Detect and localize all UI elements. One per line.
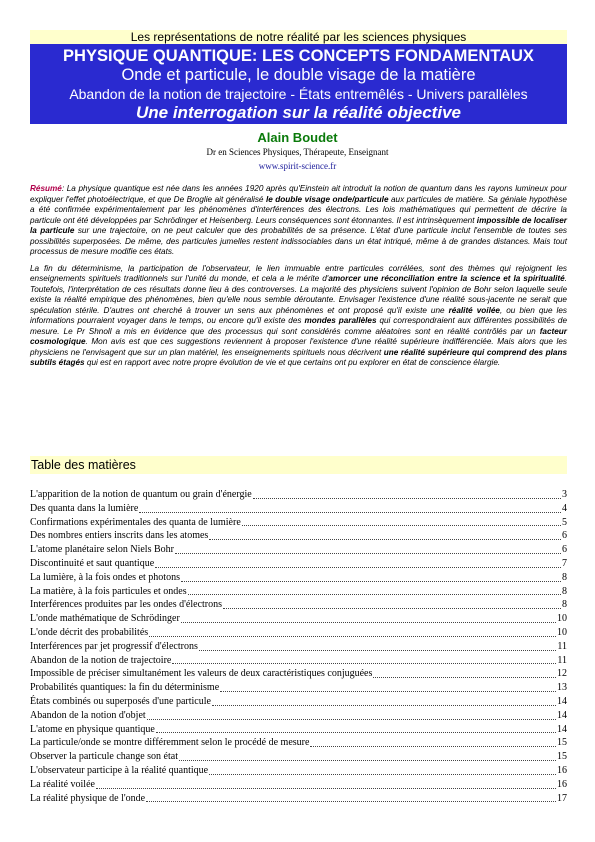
toc-entry-title[interactable]: La réalité voilée [30, 778, 95, 790]
toc-entry[interactable] [30, 640, 567, 654]
abstract-emphasis: mondes parallèles [304, 316, 377, 325]
author-credentials: Dr en Sciences Physiques, Thérapeute, Enseignant [206, 147, 389, 157]
toc-entry[interactable] [30, 598, 567, 612]
toc-leader-dots [188, 585, 561, 596]
toc-entry-page[interactable]: 8 [562, 585, 567, 597]
toc-entry-title[interactable]: L'onde décrit des probabilités [30, 626, 149, 638]
toc-entry-title[interactable]: Probabilités quantiques: la fin du déterminisme [30, 682, 220, 694]
toc-leader-dots [212, 695, 556, 706]
toc-leader-dots [181, 571, 561, 582]
toc-entry-page[interactable]: 11 [557, 640, 567, 652]
toc-leader-dots [155, 557, 561, 568]
toc-leader-dots [242, 516, 561, 527]
abstract-emphasis: impossible de localiser la particule [30, 215, 567, 235]
toc-entry-page[interactable]: 8 [562, 599, 567, 611]
toc-leader-dots [310, 736, 556, 747]
toc-entry-page[interactable]: 16 [557, 764, 567, 776]
toc-entry-title[interactable]: Abandon de la notion de trajectoire [30, 654, 172, 666]
abstract-text: qui correspondraient aux différentes possibilités de mesure. Le Pr Shnoll a mis en évidence que des processus qui sont considérés comme aléatoires sont en réalité contrôlés par un [30, 316, 567, 336]
toc-entry[interactable] [30, 488, 567, 502]
toc-leader-dots [209, 529, 561, 540]
toc-entry-title[interactable]: Impossible de préciser simultanément les valeurs de deux caractéristiques conjuguées [30, 668, 373, 680]
abstract-paragraph-2 [30, 264, 567, 369]
toc-entry-page[interactable]: 3 [562, 489, 567, 500]
toc-entry[interactable] [30, 681, 567, 695]
abstract-emphasis: une réalité supérieure qui comprend des plans subtils étagés [30, 347, 568, 367]
toc-entry[interactable] [30, 736, 567, 750]
toc-entry[interactable] [30, 654, 567, 668]
toc-entry-page[interactable]: 12 [557, 668, 567, 680]
toc-entry[interactable] [30, 626, 567, 640]
toc-entry[interactable] [30, 557, 567, 571]
toc-leader-dots [253, 488, 561, 499]
toc-entry[interactable] [30, 750, 567, 764]
toc-entry-page[interactable]: 10 [557, 613, 567, 625]
toc-entry[interactable] [30, 667, 567, 681]
toc-entry-title[interactable]: L'atome en physique quantique [30, 723, 155, 735]
toc-entry-title[interactable]: Confirmations expérimentales des quanta de lumière [30, 516, 241, 528]
toc-entry-page[interactable]: 8 [562, 571, 567, 583]
toc-entry[interactable] [30, 516, 567, 530]
subtitle-3: Une interrogation sur la réalité objective [136, 103, 461, 122]
toc-entry[interactable] [30, 709, 567, 723]
author-name: Alain Boudet [257, 130, 338, 145]
abstract [30, 184, 567, 375]
toc-leader-dots [175, 543, 561, 554]
abstract-emphasis: le double visage onde/particule [265, 194, 389, 204]
abstract-emphasis: réalité voilée [448, 305, 500, 315]
toc-leader-dots [146, 792, 556, 803]
toc-entry-title[interactable]: Abandon de la notion d'objet [30, 709, 146, 721]
toc-leader-dots [139, 502, 561, 513]
subtitle-2: Abandon de la notion de trajectoire - États entremêlés - Univers parallèles [69, 86, 528, 102]
series-banner: Les représentations de notre réalité par les sciences physiques [30, 30, 567, 44]
toc-leader-dots [147, 709, 556, 720]
toc-entry-title[interactable]: Discontinuité et saut quantique [30, 557, 155, 569]
table-of-contents [30, 488, 567, 805]
toc-heading: Table des matières [30, 456, 567, 474]
toc-entry-title[interactable]: Des quanta dans la lumière [30, 502, 139, 514]
subtitle-1: Onde et particule, le double visage de la matière [121, 66, 476, 84]
toc-leader-dots [220, 681, 556, 692]
toc-entry-title[interactable]: Interférences produites par les ondes d'électrons [30, 599, 223, 611]
toc-entry[interactable] [30, 585, 567, 599]
toc-entry-page[interactable]: 4 [562, 502, 567, 514]
toc-entry-page[interactable]: 16 [557, 778, 567, 790]
abstract-label: Résumé [30, 184, 62, 193]
website-link[interactable]: www.spirit-science.fr [258, 161, 337, 171]
toc-leader-dots [199, 640, 557, 651]
toc-entry-page[interactable]: 7 [562, 557, 567, 569]
toc-entry[interactable] [30, 543, 567, 557]
toc-entry[interactable] [30, 529, 567, 543]
toc-entry-title[interactable]: Interférences par jet progressif d'électrons [30, 640, 198, 652]
abstract-emphasis: facteur cosmologique [30, 326, 567, 346]
toc-entry-title[interactable]: Des nombres entiers inscrits dans les atomes [30, 530, 209, 542]
toc-entry[interactable] [30, 792, 567, 806]
toc-entry-title[interactable]: États combinés ou superposés d'une particule [30, 695, 211, 707]
toc-entry-page[interactable]: 14 [557, 723, 567, 735]
toc-entry[interactable] [30, 764, 567, 778]
toc-entry-page[interactable]: 6 [562, 530, 567, 542]
abstract-text: aux particules de matière. Sa géniale hypothèse a été confirmée expérimentalement par les phénomènes d'interférences des électrons. Les lois mathématiques qui permettent de décrire la particule ont été développées par Schrödinger et Heisenberg. Leurs conséquences sont étonnantes. Il est intrinsèquement [30, 194, 567, 225]
toc-entry[interactable] [30, 778, 567, 792]
toc-entry-page[interactable]: 17 [557, 792, 567, 804]
toc-entry-page[interactable]: 14 [557, 695, 567, 707]
toc-leader-dots [172, 654, 556, 665]
toc-entry-title[interactable]: L'observateur participe à la réalité quantique [30, 764, 209, 776]
toc-entry-page[interactable]: 10 [557, 626, 567, 638]
toc-entry-page[interactable]: 15 [557, 751, 567, 763]
toc-entry-page[interactable]: 13 [557, 682, 567, 694]
toc-entry[interactable] [30, 723, 567, 737]
abstract-text: . Toutefois, l'interprétation de ces résultats donne lieu à des controverses. La majorité des physiciens suivent l'opinion de Bohr selon laquelle seule existe la réalité empirique des phénomènes, bien qu'elle nous semble déroutante. Envisager l'existence d'une réalité sous-jacente ne serait que spéculation stérile. D'autres ont cherché à trouver un sens aux phénomènes et ont proposé qu'il existe une [30, 274, 567, 315]
toc-leader-dots [96, 778, 556, 789]
toc-leader-dots [156, 723, 556, 734]
abstract-emphasis: amorcer une réconciliation entre la science et la spiritualité [328, 274, 565, 283]
toc-entry[interactable] [30, 502, 567, 516]
toc-leader-dots [179, 750, 556, 761]
toc-entry-title[interactable]: Observer la particule change son état [30, 751, 178, 763]
toc-entry-page[interactable]: 5 [562, 516, 567, 528]
abstract-text: : La physique quantique est née dans les années 1920 après qu'Einstein ait introduit la notion de quantum dans les rayons lumineux pour expliquer l'effet photoélectrique, et que De Broglie ait généralisé [30, 184, 567, 204]
abstract-text: . Mon avis est que ces suggestions reviennent à proposer l'existence d'une réalité supérieure indifférenciée. Mais alors que les physiciens ne l'envisagent que sur un plan matériel, les enseignements spirituels nous décrivent [30, 337, 567, 357]
toc-entry[interactable] [30, 695, 567, 709]
title-block [30, 44, 567, 124]
toc-entry-title[interactable]: L'apparition de la notion de quantum ou grain d'énergie [30, 489, 252, 500]
abstract-text: qui est en rapport avec notre propre évolution de vie et que certains ont pu explorer en état de conscience élargie. [84, 358, 501, 367]
toc-leader-dots [181, 612, 556, 623]
toc-entry-title[interactable]: La lumière, à la fois ondes et photons [30, 571, 180, 583]
toc-entry-title[interactable]: L'onde mathématique de Schrödinger [30, 613, 180, 625]
toc-entry-page[interactable]: 15 [557, 737, 567, 749]
toc-entry-page[interactable]: 6 [562, 544, 567, 556]
abstract-paragraph-1 [30, 184, 567, 258]
abstract-text: sur une trajectoire, on ne peut calculer que des probabilités de sa présence. L'état d'une particule inclut l'ensemble de toutes ses possibilités superposées. De même, des particules jumelles restent indissociables dans un état intriqué, même à de grandes distances. Mais tout processus de mesure modifie ces états. [30, 226, 568, 256]
abstract-text: , ou bien que les informations pourraient voyager dans le temps, ou encore qu'il existe des [30, 305, 568, 325]
toc-leader-dots [209, 764, 556, 775]
toc-entry[interactable] [30, 612, 567, 626]
toc-leader-dots [373, 667, 556, 678]
toc-leader-dots [223, 598, 561, 609]
toc-entry-title[interactable]: L'atome planétaire selon Niels Bohr [30, 544, 174, 556]
document-title: PHYSIQUE QUANTIQUE: LES CONCEPTS FONDAMENTAUX [63, 47, 534, 65]
toc-entry-page[interactable]: 11 [557, 654, 567, 666]
toc-entry-title[interactable]: La réalité physique de l'onde [30, 792, 146, 804]
toc-entry[interactable] [30, 571, 567, 585]
abstract-text: La fin du déterminisme, la participation de l'observateur, le lien immuable entre particules corrélées, sont des thèmes qui rejoignent les enseignements spirituels traditionnels sur l'unité du monde, et cela a le mérite d' [30, 263, 567, 283]
toc-entry-page[interactable]: 14 [557, 709, 567, 721]
toc-entry-title[interactable]: La matière, à la fois particules et ondes [30, 585, 187, 597]
toc-entry-title[interactable]: La particule/onde se montre différemment selon le procédé de mesure [30, 737, 310, 749]
toc-leader-dots [149, 626, 556, 637]
